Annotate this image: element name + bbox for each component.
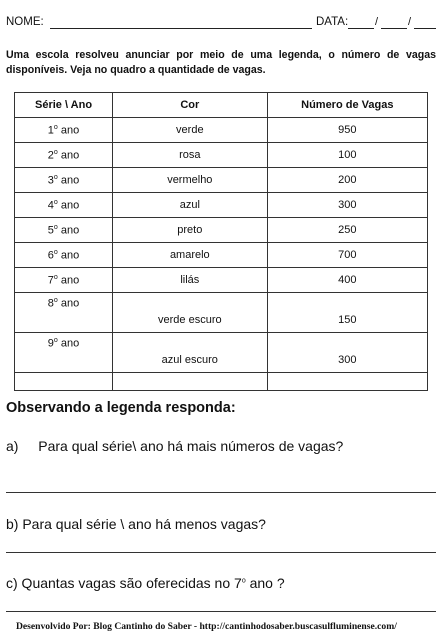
header-serie: Série \ Ano <box>15 93 113 118</box>
table-row <box>15 118 428 143</box>
intro-paragraph: Uma escola resolveu anunciar por meio de uma legenda, o número de vagas disponíveis. Veja no quadro a quantidade de vagas. <box>6 49 436 76</box>
table-row <box>15 218 428 243</box>
cell-serie: 6$^o$ ano <box>15 243 113 268</box>
table-row <box>15 293 428 333</box>
cell-vagas: 100 <box>267 143 427 168</box>
cell-cor: rosa <box>113 143 268 168</box>
table-row <box>15 168 428 193</box>
table-row <box>15 193 428 218</box>
name-field-line[interactable] <box>50 28 312 29</box>
cell-vagas: 400 <box>267 268 427 293</box>
question-c-suffix: ano ? <box>245 575 285 591</box>
header-cor: Cor <box>113 93 268 118</box>
section-title: Observando a legenda responda: <box>6 400 236 416</box>
date-day-line[interactable] <box>348 28 374 29</box>
cell-vagas: 300 <box>267 333 427 373</box>
question-a <box>6 438 343 454</box>
cell-cor: verde escuro <box>113 293 268 333</box>
cell-cor: preto <box>113 218 268 243</box>
cell-cor: vermelho <box>113 168 268 193</box>
vacancies-table <box>14 92 428 391</box>
cell-cor: azul escuro <box>113 333 268 373</box>
cell-serie: 7$^o$ ano <box>15 268 113 293</box>
cell-empty <box>267 373 427 391</box>
worksheet-header <box>6 14 436 36</box>
cell-serie: 2$^o$ ano <box>15 143 113 168</box>
ordinal-mark: o <box>241 577 246 585</box>
question-c-prefix: c) Quantas vagas são oferecidas no 7 <box>6 575 242 591</box>
name-label: NOME: <box>6 16 44 28</box>
answer-line-a[interactable] <box>6 492 436 493</box>
table-row <box>15 243 428 268</box>
cell-serie: 5$^o$ ano <box>15 218 113 243</box>
date-separator: / <box>408 16 412 28</box>
cell-serie: 1$^o$ ano <box>15 118 113 143</box>
date-separator: / <box>375 16 379 28</box>
table-row-empty <box>15 373 428 391</box>
date-month-line[interactable] <box>381 28 407 29</box>
question-c <box>6 575 285 591</box>
table-row <box>15 143 428 168</box>
cell-empty <box>113 373 268 391</box>
table-row <box>15 333 428 373</box>
footer-credit: Desenvolvido Por: Blog Cantinho do Saber - http://cantinhodosaber.buscasulfluminense.com/ <box>16 621 397 632</box>
answer-line-c[interactable] <box>6 611 436 612</box>
question-a-label: a) <box>6 438 19 454</box>
cell-serie: 9$^o$ ano <box>15 333 113 373</box>
cell-cor: amarelo <box>113 243 268 268</box>
cell-vagas: 700 <box>267 243 427 268</box>
cell-vagas: 250 <box>267 218 427 243</box>
table-header-row <box>15 93 428 118</box>
cell-serie: 4$^o$ ano <box>15 193 113 218</box>
cell-vagas: 200 <box>267 168 427 193</box>
answer-line-b[interactable] <box>6 552 436 553</box>
question-a-text: Para qual série\ ano há mais números de vagas? <box>38 438 344 454</box>
table-row <box>15 268 428 293</box>
cell-serie: 8$^o$ ano <box>15 293 113 333</box>
cell-serie: 3$^o$ ano <box>15 168 113 193</box>
date-label: DATA: <box>316 16 349 28</box>
date-year-line[interactable] <box>414 28 436 29</box>
question-b: b) Para qual série \ ano há menos vagas? <box>6 516 266 532</box>
cell-vagas: 150 <box>267 293 427 333</box>
cell-empty <box>15 373 113 391</box>
cell-vagas: 300 <box>267 193 427 218</box>
cell-cor: verde <box>113 118 268 143</box>
header-vagas: Número de Vagas <box>267 93 427 118</box>
cell-cor: azul <box>113 193 268 218</box>
cell-vagas: 950 <box>267 118 427 143</box>
cell-cor: lilás <box>113 268 268 293</box>
